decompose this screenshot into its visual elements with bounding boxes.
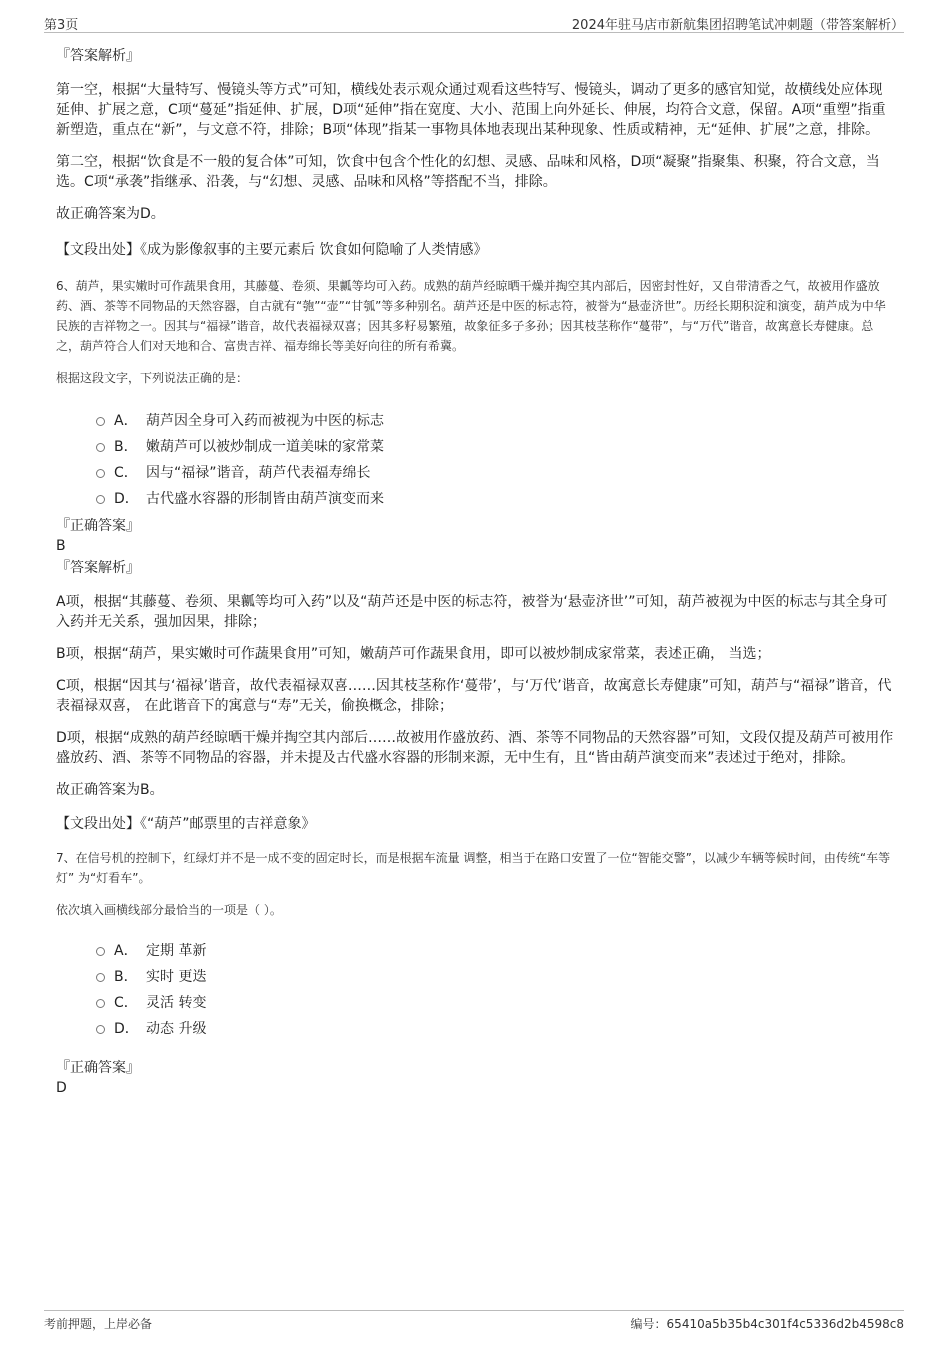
- q7-option-a[interactable]: A． 定期 革新: [56, 938, 896, 964]
- q6-option-c[interactable]: C． 因与“福禄”谐音，葫芦代表福寿绵长: [56, 460, 896, 486]
- footer-serial: 编号：65410a5b35b4c301f4c5336d2b4598c8: [630, 1317, 904, 1331]
- q6-option-a[interactable]: A． 葫芦因全身可入药而被视为中医的标志: [56, 408, 896, 434]
- radio-icon[interactable]: [96, 443, 105, 452]
- q5-analysis-title: 『答案解析』: [56, 48, 140, 64]
- q6-source: 【文段出处】《“葫芦”邮票里的吉祥意象》: [56, 816, 316, 832]
- q5-conclusion: 故正确答案为D。: [56, 206, 165, 222]
- radio-icon[interactable]: [96, 495, 105, 504]
- q7-stem: 7、在信号机的控制下，红绿灯并不是一成不变的固定时长，而是根据车流量 调整，相当于在路口安置了一位“智能交警”，以减少车辆等候时间，由传统“车等灯” 为“灯看车”。: [56, 851, 891, 885]
- q7-answer: D: [56, 1080, 67, 1096]
- q5-analysis-para-2: 第二空，根据“饮食是不一般的复合体”可知，饮食中包含个性化的幻想、灵感、品味和风格，D项“凝聚”指聚集、积聚，符合文意，当选。C项“承袭”指继承、沿袭，与“幻想、灵感、品味和风格”等搭配不当，排除。: [56, 154, 880, 190]
- q6-stem: 6、葫芦，果实嫩时可作蔬果食用，其藤蔓、卷须、果瓤等均可入药。成熟的葫芦经晾晒干燥并掏空其内部后，因密封性好，又自带清香之气，故被用作盛放药、酒、茶等不同物品的天然容器，自古就有“匏”“壶”“甘瓠”等多种别名。葫芦还是中医的标志符，被誉为“悬壶济世”。历经长期积淀和演变，葫芦成为中华民族的吉祥物之一。因其与“福禄”谐音，故代表福禄双喜；因其多籽易繁殖，故象征多子多孙；因其枝茎称作“蔓带”，与“万代”谐音，故寓意长寿健康。总之，葫芦符合人们对天地和合、富贵吉祥、福寿绵长等美好向往的所有希冀。: [56, 279, 886, 353]
- page-content: [56, 44, 896, 1098]
- q6-analysis-d: D项，根据“成熟的葫芦经晾晒干燥并掏空其内部后……故被用作盛放药、酒、茶等不同物品的天然容器”可知，文段仅提及葫芦可被用作盛放药、酒、茶等不同物品的容器，并未提及古代盛水容器的形制来源，无中生有，且“皆由葫芦演变而来”表述过于绝对，排除。: [56, 730, 894, 766]
- radio-icon[interactable]: [96, 469, 105, 478]
- radio-icon[interactable]: [96, 947, 105, 956]
- q6-option-d[interactable]: D． 古代盛水容器的形制皆由葫芦演变而来: [56, 486, 896, 512]
- q6-prompt: 根据这段文字，下列说法正确的是：: [56, 371, 249, 385]
- q6-answer: B: [56, 538, 66, 554]
- q6-analysis-b: B项，根据“葫芦，果实嫩时可作蔬果食用”可知，嫩葫芦可作蔬果食用，即可以被炒制成家常菜，表述正确， 当选；: [56, 646, 771, 662]
- q5-source: 【文段出处】《成为影像叙事的主要元素后 饮食如何隐喻了人类情感》: [56, 242, 488, 258]
- q5-analysis-para-1: 第一空，根据“大量特写、慢镜头等方式”可知，横线处表示观众通过观看这些特写、慢镜头，调动了更多的感官知觉，故横线处应体现延伸、扩展之意，C项“蔓延”指延伸、扩展，D项“延伸”指在宽度、大小、范围上向外延长、伸展，均符合文意，保留。A项“重塑”指重新塑造，重点在“新”，与文意不符，排除；B项“体现”指某一事物具体地表现出某种现象、性质或精神，无“延伸、扩展”之意，排除。: [56, 82, 886, 138]
- q7-option-b[interactable]: B． 实时 更迭: [56, 964, 896, 990]
- q6-answer-title: 『正确答案』: [56, 518, 140, 534]
- q7-prompt: 依次填入画横线部分最恰当的一项是（ ）。: [56, 903, 282, 917]
- page-header: [44, 12, 904, 33]
- q7-option-c[interactable]: C． 灵活 转变: [56, 990, 896, 1016]
- q7-option-d[interactable]: D． 动态 升级: [56, 1016, 896, 1042]
- q6-analysis-a: A项，根据“其藤蔓、卷须、果瓤等均可入药”以及“葫芦还是中医的标志符，被誉为‘悬壶济世’”可知，葫芦被视为中医的标志与其全身可入药并无关系，强加因果，排除；: [56, 594, 888, 630]
- footer-slogan: 考前押题，上岸必备: [44, 1317, 153, 1331]
- q6-options: [56, 408, 896, 512]
- q6-conclusion: 故正确答案为B。: [56, 782, 164, 798]
- q6-analysis-title: 『答案解析』: [56, 560, 140, 576]
- q7-options: [56, 938, 896, 1042]
- radio-icon[interactable]: [96, 999, 105, 1008]
- q6-option-b[interactable]: B． 嫩葫芦可以被炒制成一道美味的家常菜: [56, 434, 896, 460]
- q7-answer-title: 『正确答案』: [56, 1060, 140, 1076]
- page-number: 第3页: [44, 18, 79, 33]
- document-title: 2024年驻马店市新航集团招聘笔试冲刺题（带答案解析）: [571, 18, 904, 33]
- q6-analysis-c: C项，根据“因其与‘福禄’谐音，故代表福禄双喜……因其枝茎称作‘蔓带’，与‘万代’谐音，故寓意长寿健康”可知，葫芦与“福禄”谐音，代表福禄双喜， 在此谐音下的寓意与“寿”无关，偷换概念，排除；: [56, 678, 892, 714]
- radio-icon[interactable]: [96, 1025, 105, 1034]
- radio-icon[interactable]: [96, 417, 105, 426]
- page-footer: [44, 1310, 904, 1333]
- radio-icon[interactable]: [96, 973, 105, 982]
